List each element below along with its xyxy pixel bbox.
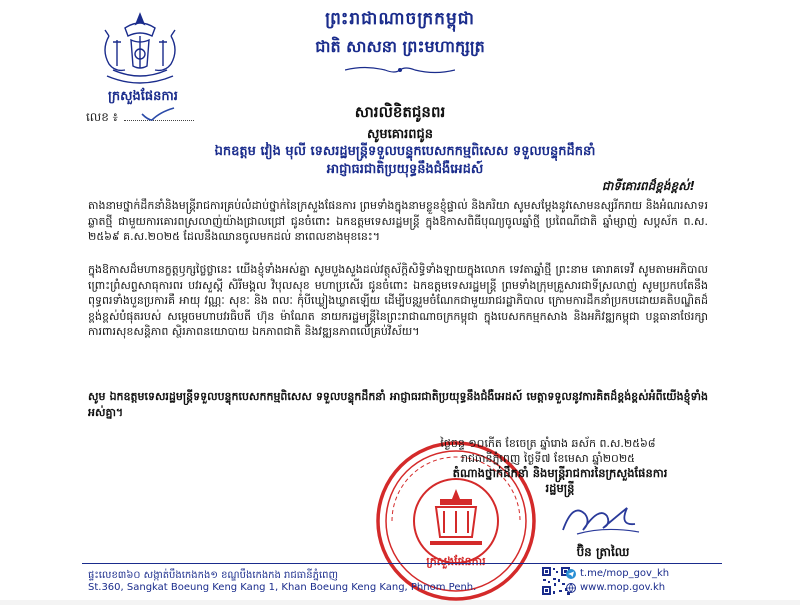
lunar-date: ថ្ងៃចន្ទ ១០កើត ខែចេត្រ ឆ្នាំរោង ឆស័ក ព.ស.២៥៦៨ — [440, 437, 656, 450]
solar-date: រាជធានីភ្នំពេញ ថ្ងៃទី៧ ខែមេសា ឆ្នាំ២០២៥ — [461, 452, 635, 465]
recipient-block — [105, 143, 705, 179]
reference-label: លេខ ៖ — [86, 110, 118, 124]
footer-address-en: St.360, Sangkat Boeung Keng Kang 1, Khan Boeung Keng Kang, Phnom Penh. — [88, 582, 477, 593]
signer-name: ប៊ិន ត្រាឈៃ — [576, 545, 630, 559]
ministry-name: ក្រសួងផែនការ — [108, 89, 178, 104]
signatory-title — [395, 466, 725, 496]
footer-divider — [82, 563, 722, 564]
paragraph-3: សូម ឯកឧត្តមទេសរដ្ឋមន្ត្រីទទួលបន្ទុកបេសកកម្មពិសេស ទទួលបន្ទុកដឹកនាំ អាជ្ញាធរជាតិប្រយុទ្ធនឹងជំងឺអេដស៍ មេត្តាទទួលនូវការគិតដ៏ខ្ពង់ខ្ពស់អំពីយើងខ្ញុំទាំងអស់គ្នា។ — [88, 390, 708, 419]
signatory-line-2: រដ្ឋមន្ត្រី — [545, 481, 575, 495]
recipient-line-2: អាជ្ញាធរជាតិប្រយុទ្ធនឹងជំងឺអេដស៍ — [326, 162, 484, 177]
recipient-line-1: ឯកឧត្តម វៀង មុលី ទេសរដ្ឋមន្ត្រីទទួលបន្ទុកបេសកកម្មពិសេស ទទួលបន្ទុកដឹកនាំ — [214, 144, 596, 159]
paragraph-2: ក្នុងឱកាសដ៏មហានក្ខត្តឫក្សថ្លៃថ្លានេះ យើងខ្ញុំទាំងអស់គ្នា សូមបួងសួងដល់វត្ថុស័ក្តិសិទ្ធិទាំងឡាយក្នុងលោក ទេវតាឆ្នាំថ្មី ព្រះនាម គោរាគទេវី សូមតាមអភិបាលព្រោះព្រំសព្ទសាធុការពរ បវរសួស្តី សិរីមង្គល វិបុលសុខ មហាប្រសើរ ជូនចំពោះ ឯកឧត្តមទេសរដ្ឋមន្ត្រី ព្រមទាំងក្រុមគ្រួសារជាទីស្រលាញ់ សូមប្រកបតែនឹងពុទ្ធពរទាំងបួនប្រការគឺ អាយុ វណ្ណៈ សុខៈ និង ពលៈ កុំបីឃ្លៀងឃ្លាតឡើយ ដើម្បីបន្តរួមចំណែកជាមួយរាជរដ្ឋាភិបាល ក្រោមការដឹកនាំប្រកបដោយគតិបណ្ឌិតដ៏ខ្ពង់ខ្ពស់បំផុតរបស់ សម្តេចមហាបវរធិបតី ហ៊ុន ម៉ាណែត នាយករដ្ឋមន្ត្រីនៃព្រះរាជាណាចក្រកម្ពុជា ក្នុងបេសកកម្មកសាង និងអភិវឌ្ឍកម្ពុជា បន្តធានាថែរក្សាការពារសុខសន្តិភាព ស្ថិរភាពនយោបាយ ឯកភាពជាតិ និងវឌ្ឍនភាពលើគ្រប់វិស័យ។ — [88, 263, 708, 338]
national-motto: ជាតិ សាសនា ព្រះមហាក្សត្រ — [315, 37, 485, 56]
footer-address-kh: ផ្ទះលេខ៣៦០ សង្កាត់បឹងកេងកង១ ខណ្ឌបឹងកេងកង រាជធានីភ្នំពេញ — [88, 570, 339, 581]
ornament-divider-icon — [345, 65, 455, 75]
paragraph-1: តាងនាមថ្នាក់ដឹកនាំនិងមន្ត្រីរាជការគ្រប់លំដាប់ថ្នាក់នៃក្រសួងផែនការ ព្រមទាំងក្នុងនាមខ្លួនខ្ញុំផ្ទាល់ និងភរិយា សូមសម្តែងនូវសោមនស្សរីករាយ និងអំណរសាទរឆ្លាតថ្មី ជាមួយការគោរពស្រលាញ់យ៉ាងជ្រាលជ្រៅ ជូនចំពោះ ឯកឧត្តមទេសរដ្ឋមន្ត្រី ក្នុងឱកាសពិធីបុណ្យចូលឆ្នាំថ្មី ប្រពៃណីជាតិ ឆ្នាំម្សាញ់ សប្តស័ក ព.ស. ២៥៦៩ គ.ស.២០២៥ ដែលនឹងឈានចូលមកដល់ នាពេលខាងមុខនេះ។ — [88, 199, 708, 243]
handwritten-signature-icon — [555, 496, 645, 540]
seal-text: ក្រសួងផែនការ — [426, 555, 486, 568]
document-title: សារលិខិតជូនពរ — [354, 103, 446, 121]
salutation: ជាទីគោរពដ៏ខ្ពង់ខ្ពស់! — [601, 179, 695, 193]
kingdom-name: ព្រះរាជាណាចក្រកម្ពុជា — [325, 9, 475, 29]
telegram-icon — [566, 569, 576, 579]
globe-icon — [566, 583, 576, 593]
signatory-line-1: តំណាងថ្នាក់ដឹកនាំ និងមន្ត្រីរាជការនៃក្រសួងផែនការ — [452, 466, 668, 480]
kingdom-header — [0, 8, 800, 79]
greeting-line: សូមគោរពជូន — [366, 127, 433, 142]
telegram-link[interactable]: t.me/mop_gov_kh — [580, 568, 670, 579]
website-link[interactable]: www.mop.gov.kh — [580, 582, 666, 593]
